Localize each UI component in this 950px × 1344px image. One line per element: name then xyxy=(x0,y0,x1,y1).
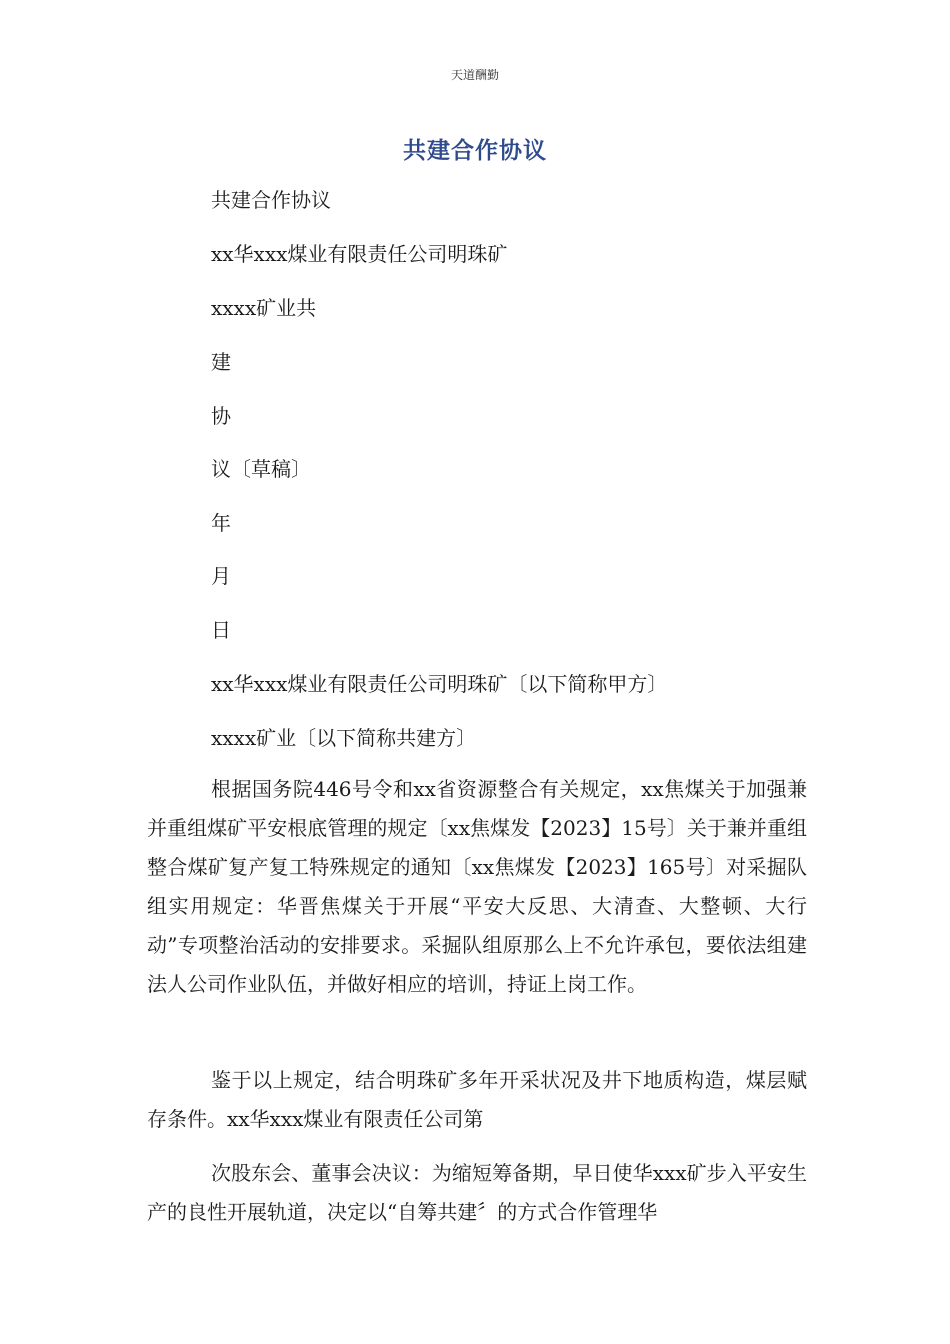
paragraph-resolution: 次股东会、董事会决议：为缩短筹备期，早日使华xxx矿步入平安生产的良性开展轨道，决定以“自筹共建〞的方式合作管理华 xyxy=(147,1161,807,1224)
paragraph-considering: 鉴于以上规定，结合明珠矿多年开采状况及井下地质构造，煤层赋存条件。xx华xxx煤业有限责任公司第 xyxy=(147,1068,807,1131)
line-month: 月 xyxy=(211,564,231,588)
line-year: 年 xyxy=(211,511,231,535)
line-title-char-yi: 议〔草稿〕 xyxy=(211,457,311,481)
line-subtitle: 共建合作协议 xyxy=(211,188,331,212)
line-title-char-jian: 建 xyxy=(211,350,231,374)
line-party-b-name: xxxx矿业共 xyxy=(211,296,317,320)
line-party-a-def: xx华xxx煤业有限责任公司明珠矿〔以下简称甲方〕 xyxy=(211,672,668,696)
line-title-char-xie: 协 xyxy=(211,404,231,428)
line-party-b-def: xxxx矿业〔以下简称共建方〕 xyxy=(211,726,477,750)
document-title: 共建合作协议 xyxy=(403,138,547,164)
line-day: 日 xyxy=(211,618,231,642)
line-party-a-name: xx华xxx煤业有限责任公司明珠矿 xyxy=(211,242,508,266)
paragraph-regulations: 根据国务院446号令和xx省资源整合有关规定，xx焦煤关于加强兼并重组煤矿平安根底管理的规定〔xx焦煤发【2023】15号〕关于兼并重组整合煤矿复产复工特殊规定的通知〔xx焦煤发【2023】165号〕对采掘队组实用规定：华晋焦煤关于开展“平安大反思、大清查、大整顿、大行动”专项整治活动的安排要求。采掘队组原那么上不允许承包，要依法组建法人公司作业队伍，并做好相应的培训，持证上岗工作。 xyxy=(147,777,807,996)
page-header: 天道酬勤 xyxy=(450,68,499,82)
